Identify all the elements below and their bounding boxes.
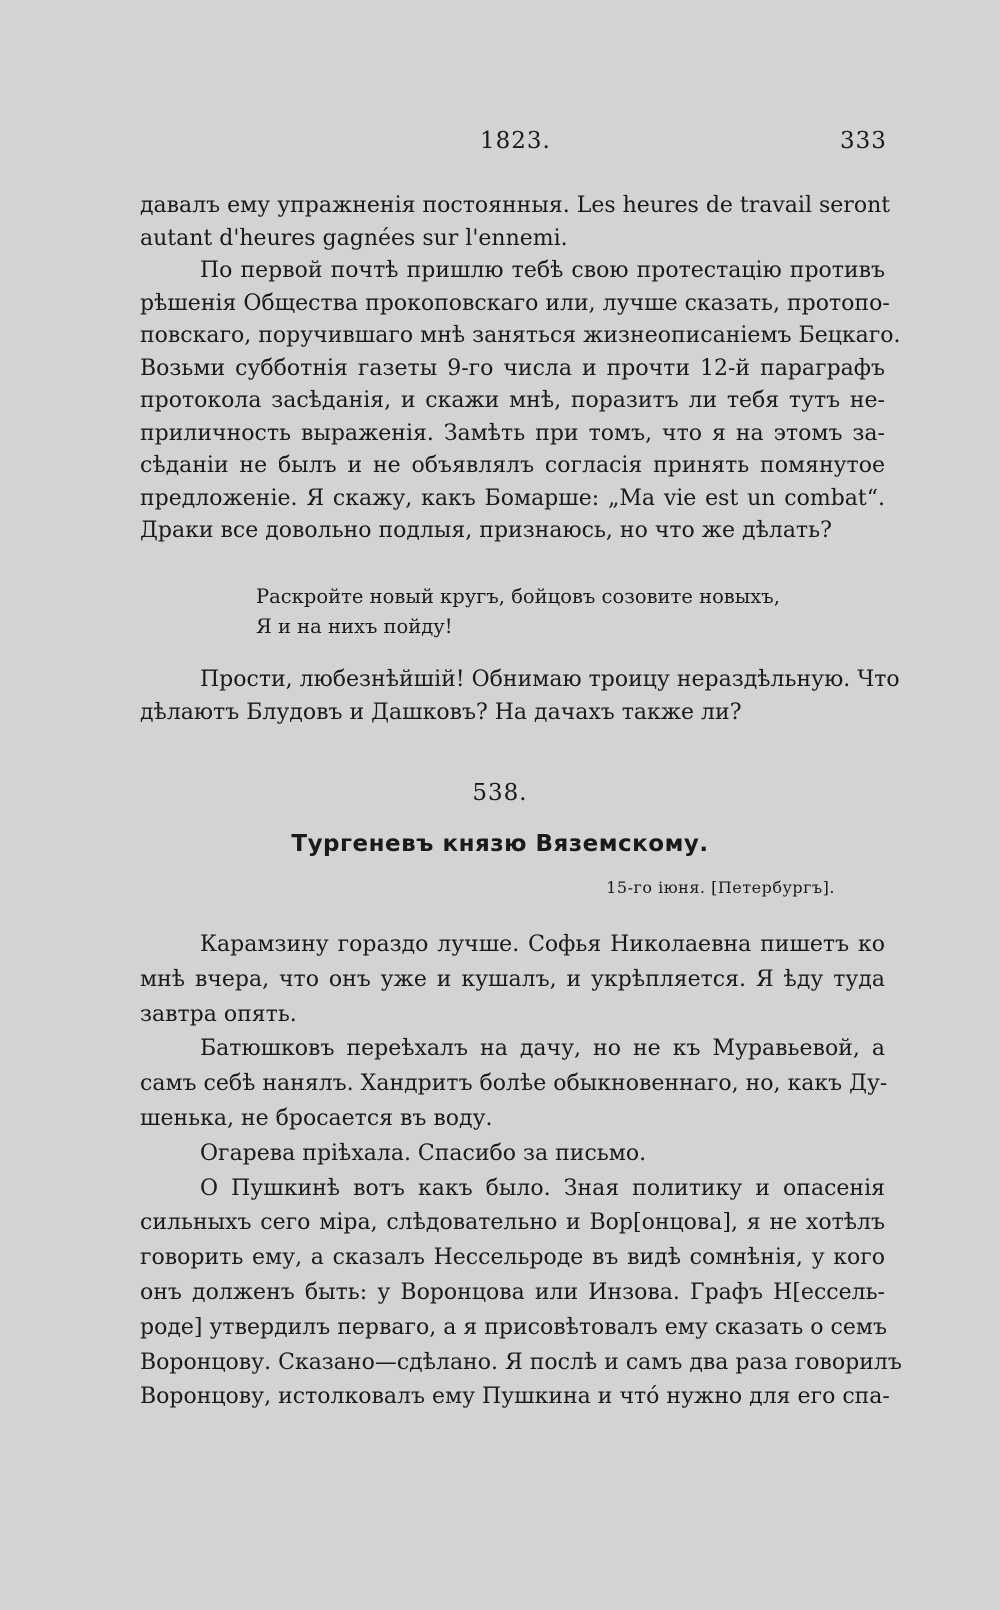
text-line: приличность выраженія. Замѣть при томъ, что я на этомъ за-: [140, 420, 885, 446]
text-line: самъ себѣ нанялъ. Хандритъ болѣе обыкновеннаго, но, какъ Ду-: [140, 1071, 888, 1097]
running-head-year: 1823.: [480, 128, 551, 154]
text-line: мнѣ вчера, что онъ уже и кушалъ, и укрѣпляется. Я ѣду туда: [140, 966, 885, 992]
text-line: Воронцову. Сказано—сдѣлано. Я послѣ и самъ два раза говорилъ: [140, 1349, 902, 1375]
page-number: 333: [840, 128, 887, 154]
text-line: сильныхъ сего міра, слѣдовательно и Вор[онцова], я не хотѣлъ: [140, 1210, 885, 1236]
text-line: Драки все довольно подлыя, признаюсь, но что же дѣлать?: [140, 518, 832, 543]
text-line: дѣлаютъ Блудовъ и Дашковъ? На дачахъ также ли?: [140, 699, 742, 725]
text-line: autant d'heures gagnées sur l'ennemi.: [140, 225, 568, 251]
text-line: Батюшковъ переѣхалъ на дачу, но не къ Муравьевой, а: [200, 1036, 885, 1062]
text-line: говорить ему, а сказалъ Нессельроде въ видѣ сомнѣнія, у кого: [140, 1245, 885, 1271]
text-line: онъ долженъ быть: у Воронцова или Инзова. Графъ Н[ессель-: [140, 1279, 885, 1305]
verse-quote: [256, 582, 780, 642]
verse-line: Я и на нихъ пойду!: [256, 615, 453, 638]
text-block-middle: [140, 664, 900, 729]
text-line: шенька, не бросается въ воду.: [140, 1105, 493, 1131]
letter-title: Тургеневъ князю Вяземскому.: [291, 831, 709, 857]
text-block-top: [140, 190, 901, 548]
text-line: По первой почтѣ пришлю тебѣ свою протестацію противъ: [200, 258, 885, 283]
text-line: Карамзину гораздо лучше. Софья Николаевна пишетъ ко: [200, 932, 885, 957]
text-block-letter: [140, 928, 902, 1415]
text-line: Прости, любезнѣйшій! Обнимаю троицу нераздѣльную. Что: [200, 667, 900, 692]
verse-line: Раскройте новый кругъ, бойцовъ созовите новыхъ,: [256, 585, 780, 608]
text-line: протокола засѣданія, и скажи мнѣ, поразитъ ли тебя тутъ не-: [140, 388, 885, 413]
text-line: О Пушкинѣ вотъ какъ было. Зная политику и опасенія: [200, 1175, 885, 1201]
text-line: роде] утвердилъ перваго, а я присовѣтовалъ ему сказать о семъ: [140, 1314, 887, 1340]
text-line: рѣшенія Общества прокоповскаго или, лучше сказать, протопо-: [140, 290, 890, 316]
text-line: сѣданіи не былъ и не объявлялъ согласія принять помянутое: [140, 453, 885, 478]
letter-number: 538.: [472, 780, 528, 806]
text-line: повскаго, поручившаго мнѣ заняться жизнеописаніемъ Бецкаго.: [140, 323, 901, 348]
text-line: Воронцову, истолковалъ ему Пушкина и чтó нужно для его спа-: [140, 1384, 890, 1410]
text-line: Возьми субботнія газеты 9-го числа и прочти 12-й параграфъ: [140, 355, 885, 381]
text-line: давалъ ему упражненія постоянныя. Les heures de travail seront: [140, 193, 891, 218]
letter-date: 15-го іюня. [Петербургъ].: [606, 878, 835, 897]
text-line: завтра опять.: [140, 1001, 297, 1027]
text-line: Огарева пріѣхала. Спасибо за письмо.: [200, 1140, 647, 1166]
text-line: предложеніе. Я скажу, какъ Бомарше: „Ma vie est un combat“.: [140, 485, 885, 511]
running-head: [0, 128, 1000, 158]
